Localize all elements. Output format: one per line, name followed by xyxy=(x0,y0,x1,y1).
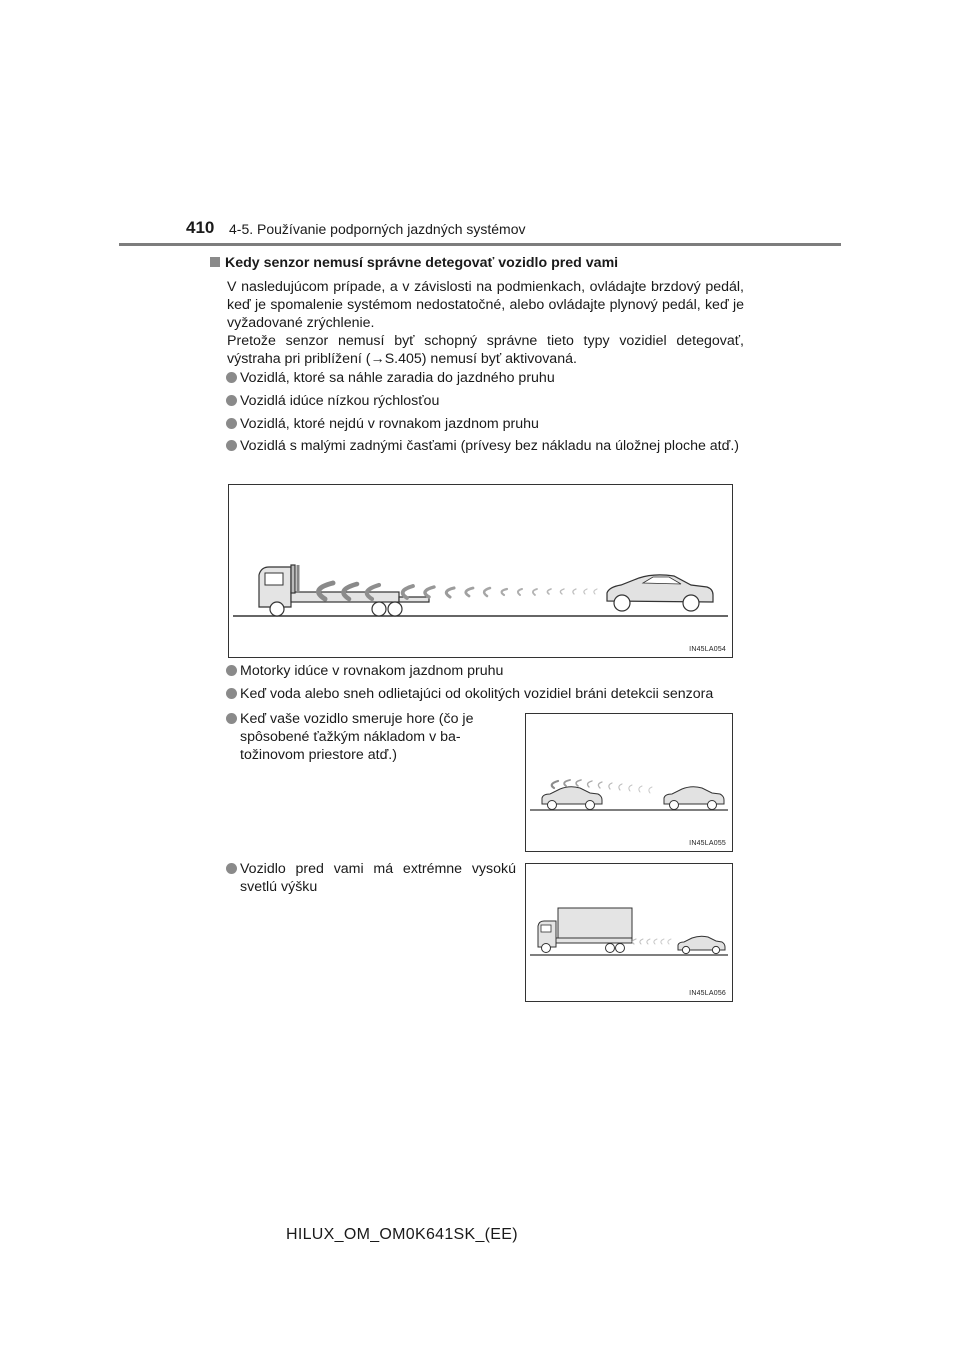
intro-text xyxy=(227,278,744,368)
square-bullet-icon xyxy=(210,257,220,267)
list-item-text: Keď voda alebo sneh odlietajúci od okolitých vozidiel bráni detekcii senzora xyxy=(240,686,714,702)
list-item-text: Vozidlá idúce nízkou rýchlosťou xyxy=(240,393,440,409)
list-item-text: Motorky idúce v rovnakom jazdnom pruhu xyxy=(240,663,504,679)
figure-code: IN45LA055 xyxy=(689,840,726,847)
list-item-text: Keď vaše vozidlo smeruje hore (čo je spôsobené ťažkým nákladom v ba-tožinovom priestore atď.) xyxy=(240,711,474,763)
list-item xyxy=(226,710,518,764)
truck-with-empty-trailer-illustration xyxy=(229,485,732,657)
list-item xyxy=(226,662,746,680)
list-item-text: Vozidlá s malými zadnými časťami (prívesy bez nákladu na úložnej ploche atď.) xyxy=(240,438,740,454)
figure-code: IN45LA056 xyxy=(689,990,726,997)
header-rule xyxy=(119,243,841,246)
bullet-icon xyxy=(226,395,237,406)
bullet-icon xyxy=(226,665,237,676)
list-item-text: Vozidlo pred vami má extrémne vysokú svetlú výšku xyxy=(240,861,516,895)
intro-paragraph-2: Pretože senzor nemusí byť schopný správne tieto typy vozidiel detegovať, výstraha pri priblížení (→S.405) nemusí byť aktivovaná. xyxy=(227,333,744,367)
section-title: 4-5. Používanie podporných jazdných systémov xyxy=(229,221,526,237)
high-ground-clearance-truck-illustration xyxy=(526,864,732,1001)
figure-vehicle-pointing-up xyxy=(525,713,733,852)
list-item xyxy=(226,685,750,703)
bullet-icon xyxy=(226,418,237,429)
figure-truck-trailer xyxy=(228,484,733,658)
list-item xyxy=(226,860,516,896)
list-item-text: Vozidlá, ktoré sa náhle zaradia do jazdného pruhu xyxy=(240,370,555,386)
page-number: 410 xyxy=(186,218,215,237)
document-id-footer: HILUX_OM_OM0K641SK_(EE) xyxy=(286,1226,518,1243)
bullet-icon xyxy=(226,863,237,874)
subsection-heading-text: Kedy senzor nemusí správne detegovať vozidlo pred vami xyxy=(225,255,619,271)
list-item xyxy=(226,369,746,387)
bullet-icon xyxy=(226,713,237,724)
list-item-text: Vozidlá, ktoré nejdú v rovnakom jazdnom pruhu xyxy=(240,416,539,432)
list-item xyxy=(226,415,746,433)
intro-paragraph-1: V nasledujúcom prípade, a v závislosti na podmienkach, ovládajte brzdový pedál, keď je spomalenie systémom nedostatočné, alebo ovládajte plynový pedál, keď je vyžadované zrýchlenie. xyxy=(227,279,744,331)
list-item xyxy=(226,392,746,410)
bullet-icon xyxy=(226,440,237,451)
bullet-icon xyxy=(226,372,237,383)
bullet-icon xyxy=(226,688,237,699)
list-item xyxy=(226,437,748,455)
subsection-heading xyxy=(210,255,618,271)
vehicle-tilted-upward-illustration xyxy=(526,714,732,851)
figure-code: IN45LA054 xyxy=(689,646,726,653)
figure-high-clearance-truck xyxy=(525,863,733,1002)
